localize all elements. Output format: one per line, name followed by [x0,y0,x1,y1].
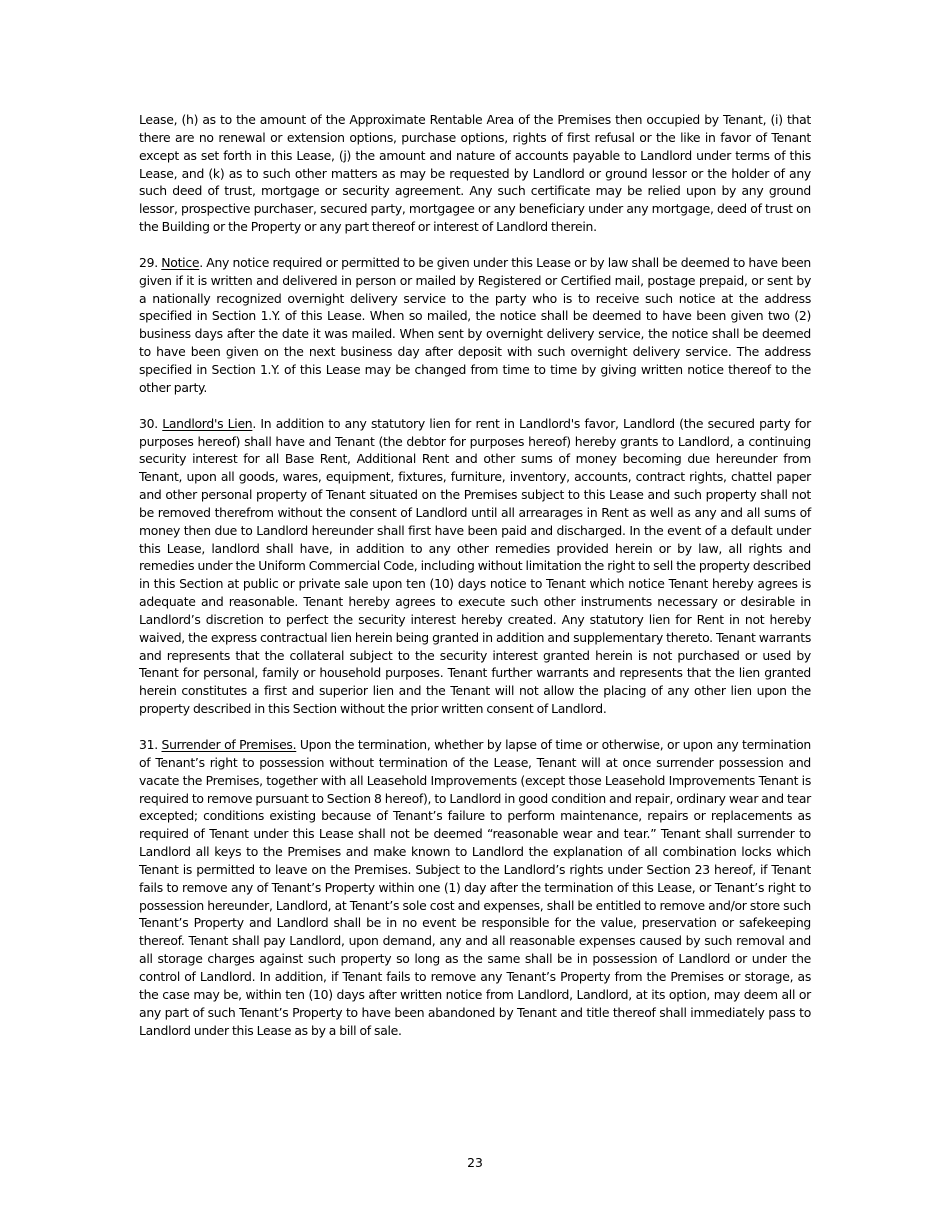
paragraph-continuation [139,111,811,236]
document-page [139,111,811,1057]
paragraph-text: Upon the termination, whether by lapse of time or otherwise, or upon any termination of Tenant’s right to possession without termination of the Lease, Tenant will at once surrender possession and vacate the Premises, together with all Leasehold Improvements (except those Leasehold Improvements Tenant is required to remove pursuant to Section 8 hereof), to Landlord in good condition and repair, ordinary wear and tear excepted; conditions existing because of Tenant’s failure to perform maintenance, repairs or replacements as required of Tenant under this Lease shall not be deemed “reasonable wear and tear.” Tenant shall surrender to Landlord all keys to the Premises and make known to Landlord the explanation of all combination locks which Tenant is permitted to leave on the Premises. Subject to the Landlord’s rights under Section 23 hereof, if Tenant fails to remove any of Tenant’s Property within one (1) day after the termination of this Lease, or Tenant’s right to possession hereunder, Landlord, at Tenant’s sole cost and expenses, shall be entitled to remove and/or store such Tenant’s Property and Landlord shall be in no event be responsible for the value, preservation or safekeeping thereof. Tenant shall pay Landlord, upon demand, any and all reasonable expenses caused by such removal and all storage charges against such property so long as the same shall be in possession of Landlord or under the control of Landlord. In addition, if Tenant fails to remove any Tenant’s Property from the Premises or storage, as the case may be, within ten (10) days after written notice from Landlord, Landlord, at its option, may deem all or any part of such Tenant’s Property to have been abandoned by Tenant and title thereof shall immediately pass to Landlord under this Lease as by a bill of sale. [139,737,811,1038]
section-heading: Surrender of Premises. [161,737,297,752]
section-number: 31. [139,737,162,752]
paragraph-31-surrender-of-premises [139,736,811,1039]
section-heading: Landlord's Lien [162,415,253,431]
page-number: 23 [467,1155,483,1170]
paragraph-text: Lease, (h) as to the amount of the Approximate Rentable Area of the Premises then occupied by Tenant, (i) that there are no renewal or extension options, purchase options, rights of first refusal or the like in favor of Tenant except as set forth in this Lease, (j) the amount and nature of accounts payable to Landlord under terms of this Lease, and (k) as to such other matters as may be requested by Landlord or ground lessor or the holder of any such deed of trust, mortgage or security agreement. Any such certificate may be relied upon by any ground lessor, prospective purchaser, secured party, mortgagee or any beneficiary under any mortgage, deed of trust on the Building or the Property or any part thereof or interest of Landlord therein. [139,112,811,235]
paragraph-29-notice [139,254,811,397]
section-heading: Notice [161,254,200,270]
section-number: 29. [139,254,162,270]
paragraph-30-landlords-lien [139,415,811,718]
section-number: 30. [139,415,163,431]
paragraph-text: . In addition to any statutory lien for rent in Landlord's favor, Landlord (the secured party for purposes hereof) shall have and Tenant (the debtor for purposes hereof) hereby grants to Landlord, a continuing security interest for all Base Rent, Additional Rent and other sums of money becoming due hereunder from Tenant, upon all goods, wares, equipment, fixtures, furniture, inventory, accounts, contract rights, chattel paper and other personal property of Tenant situated on the Premises subject to this Lease and such property shall not be removed therefrom without the consent of Landlord until all arrearages in Rent as well as any and all sums of money then due to Landlord hereunder shall first have been paid and discharged. In the event of a default under this Lease, landlord shall have, in addition to any other remedies provided herein or by law, all rights and remedies under the Uniform Commercial Code, including without limitation the right to sell the property described in this Section at public or private sale upon ten (10) days notice to Tenant which notice Tenant hereby agrees is adequate and reasonable. Tenant hereby agrees to execute such other instruments necessary or desirable in Landlord’s discretion to perfect the security interest hereby created. Any statutory lien for Rent in not hereby waived, the express contractual lien herein being granted in addition and supplementary thereto. Tenant warrants and represents that the collateral subject to the security interest granted herein is not purchased or used by Tenant for personal, family or household purposes. Tenant further warrants and represents that the lien granted herein constitutes a first and superior lien and the Tenant will not allow the placing of any other lien upon the property described in this Section without the prior written consent of Landlord. [139,415,811,717]
paragraph-text: . Any notice required or permitted to be given under this Lease or by law shall be deemed to have been given if it is written and delivered in person or mailed by Registered or Certified mail, postage prepaid, or sent by a nationally recognized overnight delivery service to the party who is to receive such notice at the address specified in Section 1.Y. of this Lease. When so mailed, the notice shall be deemed to have been given two (2) business days after the date it was mailed. When sent by overnight delivery service, the notice shall be deemed to have been given on the next business day after deposit with such overnight delivery service. The address specified in Section 1.Y. of this Lease may be changed from time to time by giving written notice thereof to the other party. [139,254,811,395]
